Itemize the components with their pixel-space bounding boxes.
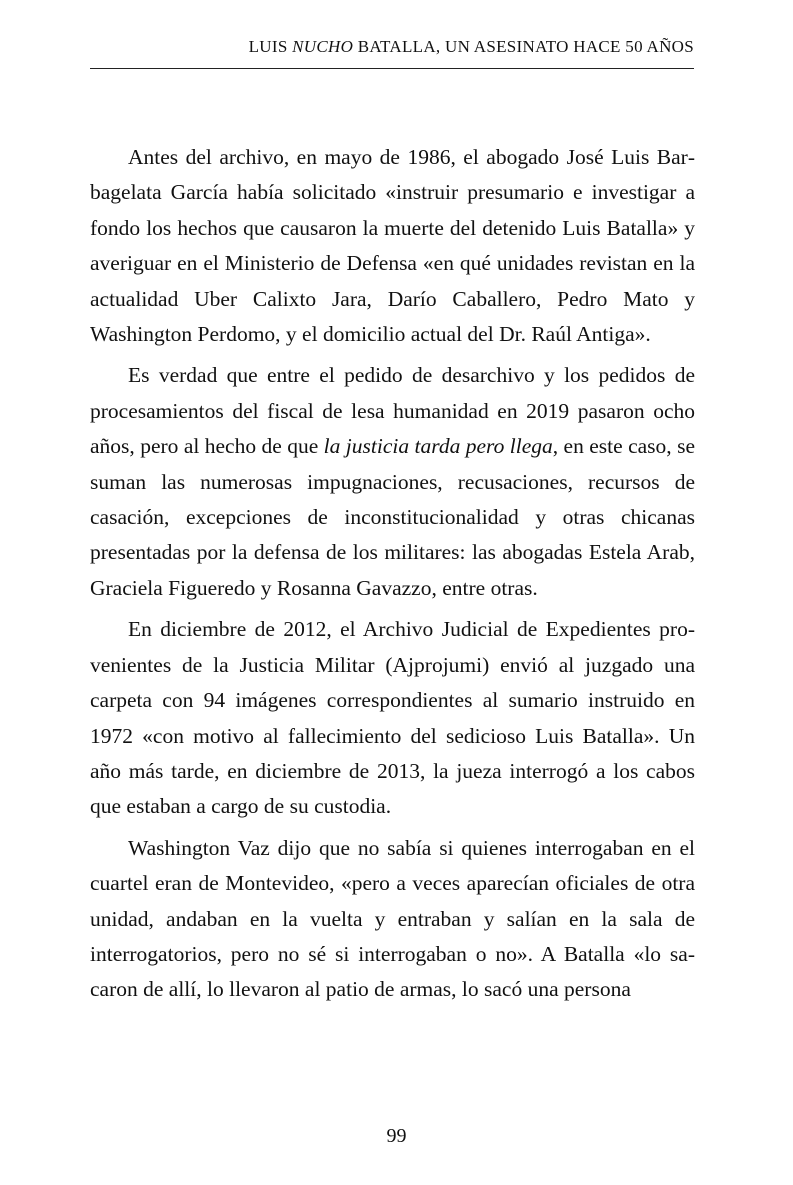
- running-header: [90, 34, 694, 69]
- paragraph-3-text: En diciembre de 2012, el Archivo Judicial de Expedientes provenientes de la Justicia Militar (Ajprojumi) envió al juzgado una carpeta con 94 imágenes correspondientes al sumario instruido en 1972 «con motivo al fallecimiento del sedicioso Luis Batalla». Un año más tarde, en diciembre de 2013, la jueza interrogó a los cabos que estaban a cargo de su custodia.: [90, 617, 695, 819]
- paragraph-1-text: Antes del archivo, en mayo de 1986, el abogado José Luis Barbagelata García había solicitado «instruir presumario e investigar a fondo los hechos que causaron la muerte del detenido Luis Batalla» y averiguar en el Ministerio de Defensa «en qué unidades revistan en la actualidad Uber Calixto Jara, Darío Caballero, Pedro Mato y Washington Perdomo, y el domicilio actual del Dr. Raúl Antiga».: [90, 145, 695, 347]
- paragraph-1: [90, 140, 695, 352]
- page-number: 99: [386, 1125, 407, 1147]
- paragraph-2-italic-phrase: la justicia tarda pero llega: [323, 434, 553, 459]
- body-text: [90, 140, 695, 1014]
- paragraph-2: [90, 358, 695, 606]
- header-text-italic: NUCHO: [292, 37, 354, 56]
- paragraph-4-text: Washington Vaz dijo que no sabía si quienes interrogaban en el cuartel eran de Montevideo, «pero a veces aparecían oficiales de otra unidad, andaban en la vuelta y entraban y salían en la sala de interrogatorios, pero no sé si interrogaban o no». A Batalla «lo sacaron de allí, lo llevaron al patio de armas, lo sacó una persona: [90, 835, 695, 1002]
- paragraph-2-text-after: , en este caso, se suman las numerosas impugnaciones, recusaciones, recursos de casación, excepciones de inconstitucionalidad y otras chicanas presentadas por la defensa de los militares: las abogadas Estela Arab, Graciela Figueredo y Rosanna Gavazzo, entre otras.: [90, 434, 695, 600]
- paragraph-2-text-before: Es verdad que entre el pedido de desarchivo y los pedidos de procesamientos del fiscal de lesa humanidad en 2019 pasaron ocho años, pero al hecho de que: [90, 363, 695, 459]
- paragraph-4: [90, 831, 695, 1008]
- paragraph-3: [90, 612, 695, 824]
- header-text-part3: BATALLA, UN ASESINATO HACE 50 AÑOS: [353, 37, 694, 56]
- header-text-part1: LUIS: [248, 37, 293, 56]
